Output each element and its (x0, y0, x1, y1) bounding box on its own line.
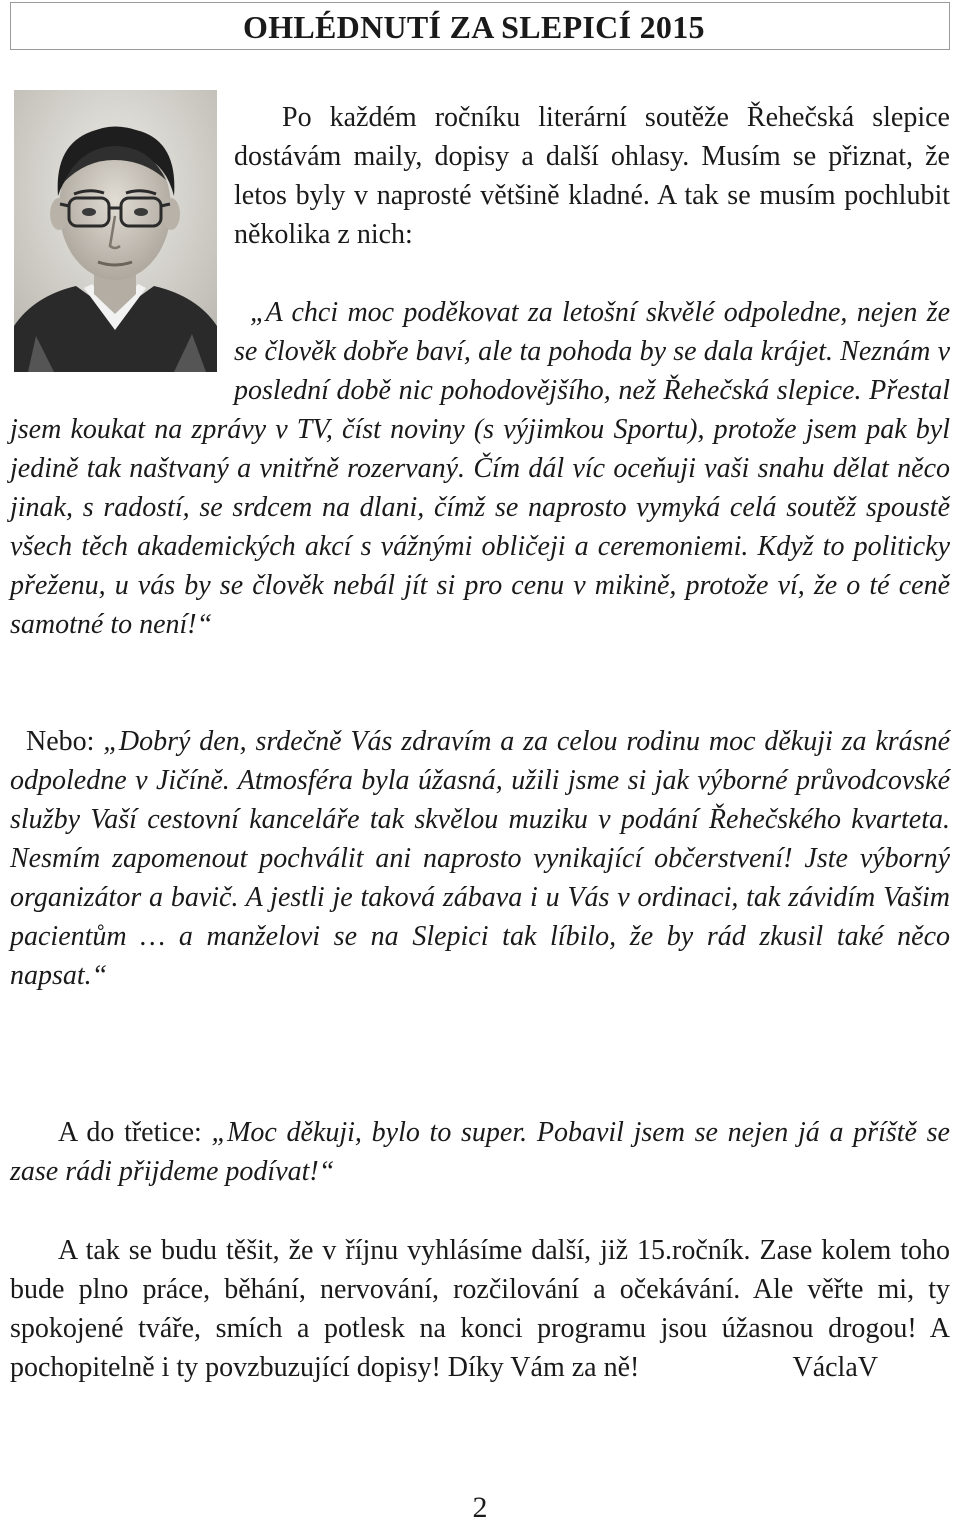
quote-two-text: „Dobrý den, srdečně Vás zdravím a za celou rodinu moc děkuji za krásné odpoledne v Jičíně. Atmosféra byla úžasná, užili jsme si jak výborné průvodcovské služby Vaší cestovní kanceláře tak skvělou muziku v podání Řehečského kvarteta. Nesmím zapomenout pochválit ani naprosto vynikající občerstvení! Jste výborný organizátor a bavič. A jestli je taková zábava i u Vás v ordinaci, tak závidím Vašim pacientům … a manželovi se na Slepici tak líbilo, že by rád zkusil také něco napsat.“ (10, 726, 950, 991)
photo-wrap-area (10, 98, 234, 390)
quote-one-text: „A chci moc poděkovat za letošní skvělé odpoledne, nejen že se člověk dobře baví, ale ta pohoda by se dala krájet. Neznám v poslední době nic pohodovějšího, než Řehečská slepice. Přestal jsem koukat na zprávy v TV, číst noviny (s výjimkou Sportu), protože jsem pak byl jedině tak naštvaný a vnitřně rozervaný. Čím dál víc oceňuji vaši snahu dělat něco jinak, s radostí, se srdcem na dlani, čímž se naprosto vymyká celá soutěž spoustě všech těch akademických akcí s vážnými obličeji a ceremoniemi. Když to politicky přeženu, u vás by se člověk nebál jít si pro cenu v mikině, protože ví, že o té ceně samotné to není!“ (10, 297, 950, 640)
treti-label: A do třetice: (58, 1117, 212, 1148)
intro-paragraph: Po každém ročníku literární soutěže Řehečská slepice dostávám maily, dopisy a další ohlasy. Musím se přiznat, že letos byly v naprosté většině kladné. A tak se musím pochlubit několika z nich: (234, 102, 950, 250)
quote-three-text: „Moc děkuji, bylo to super. Pobavil jsem se nejen já a příště se zase rádi přijdeme podívat!“ (10, 1117, 950, 1187)
nebo-label: Nebo: (26, 726, 104, 757)
title-box (10, 2, 950, 50)
page-number: 2 (472, 1491, 488, 1524)
page-title: OHLÉDNUTÍ ZA SLEPICÍ 2015 (243, 9, 705, 45)
article-body-first (10, 98, 950, 644)
paragraph-nebo (10, 722, 950, 995)
paragraph-treti (10, 1113, 950, 1191)
signature: VáclaV (792, 1352, 878, 1383)
closing-text: A tak se budu těšit, že v říjnu vyhlásíme další, již 15.ročník. Zase kolem toho bude plno práce, běhání, nervování, rozčilování a očekávání. Ale věřte mi, ty spokojené tváře, smích a potlesk na konci programu jsou úžasnou drogou! A pochopitelně i ty povzbuzující dopisy! Díky Vám za ně! (10, 1235, 950, 1383)
paragraph-closing (10, 1231, 950, 1387)
